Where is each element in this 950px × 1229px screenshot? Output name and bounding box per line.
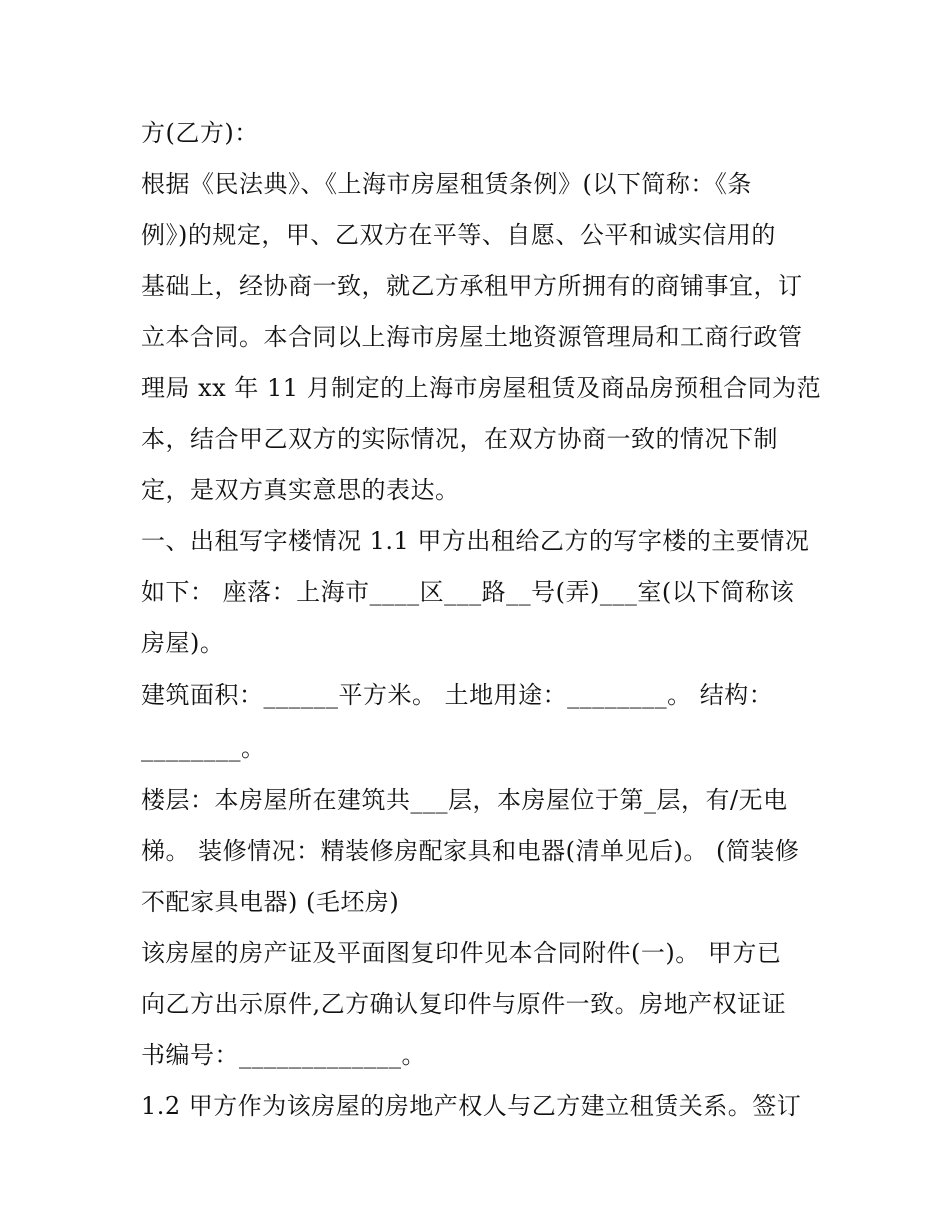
text-line: 1.2 甲方作为该房屋的房地产权人与乙方建立租赁关系。签订 (141, 1092, 802, 1120)
document-body (141, 108, 821, 1132)
text-line: 根据《民法典》、《上海市房屋租赁条例》(以下简称：《条 (141, 170, 752, 198)
text-line: 如下： 座落：上海市____区___路__号(弄)___室(以下简称该 (141, 578, 795, 606)
text-line: ________。 (141, 734, 266, 762)
text-line: 例》)的规定，甲、乙双方在平等、自愿、公平和诚实信用的 (141, 221, 776, 249)
text-line: 一、出租写字楼情况 1.1 甲方出租给乙方的写字楼的主要情况 (141, 527, 810, 555)
text-line: 楼层：本房屋所在建筑共___层，本房屋位于第_层，有/无电 (141, 786, 788, 814)
text-line: 房屋)。 (141, 629, 225, 657)
text-line: 定，是双方真实意思的表达。 (141, 476, 460, 504)
text-line: 向乙方出示原件,乙方确认复印件与原件一致。房地产权证证 (141, 990, 787, 1018)
text-line: 基础上，经协商一致，就乙方承租甲方所拥有的商铺事宜，订 (141, 272, 803, 300)
text-line: 方(乙方)： (141, 119, 259, 147)
text-line: 梯。 装修情况：精装修房配家具和电器(清单见后)。 (简装修 (141, 837, 800, 865)
text-line: 理局 xx 年 11 月制定的上海市房屋租赁及商品房预租合同为范 (141, 374, 822, 402)
text-line: 不配家具电器) (毛坯房) (141, 888, 400, 916)
text-line: 书编号：_____________。 (141, 1041, 426, 1069)
text-line: 建筑面积：______平方米。 土地用途：________。 结构： (141, 681, 774, 709)
text-line: 本，结合甲乙双方的实际情况，在双方协商一致的情况下制 (141, 425, 778, 453)
text-line: 该房屋的房产证及平面图复印件见本合同附件(一)。 甲方已 (141, 939, 782, 967)
text-line: 立本合同。本合同以上海市房屋土地资源管理局和工商行政管 (141, 323, 803, 351)
